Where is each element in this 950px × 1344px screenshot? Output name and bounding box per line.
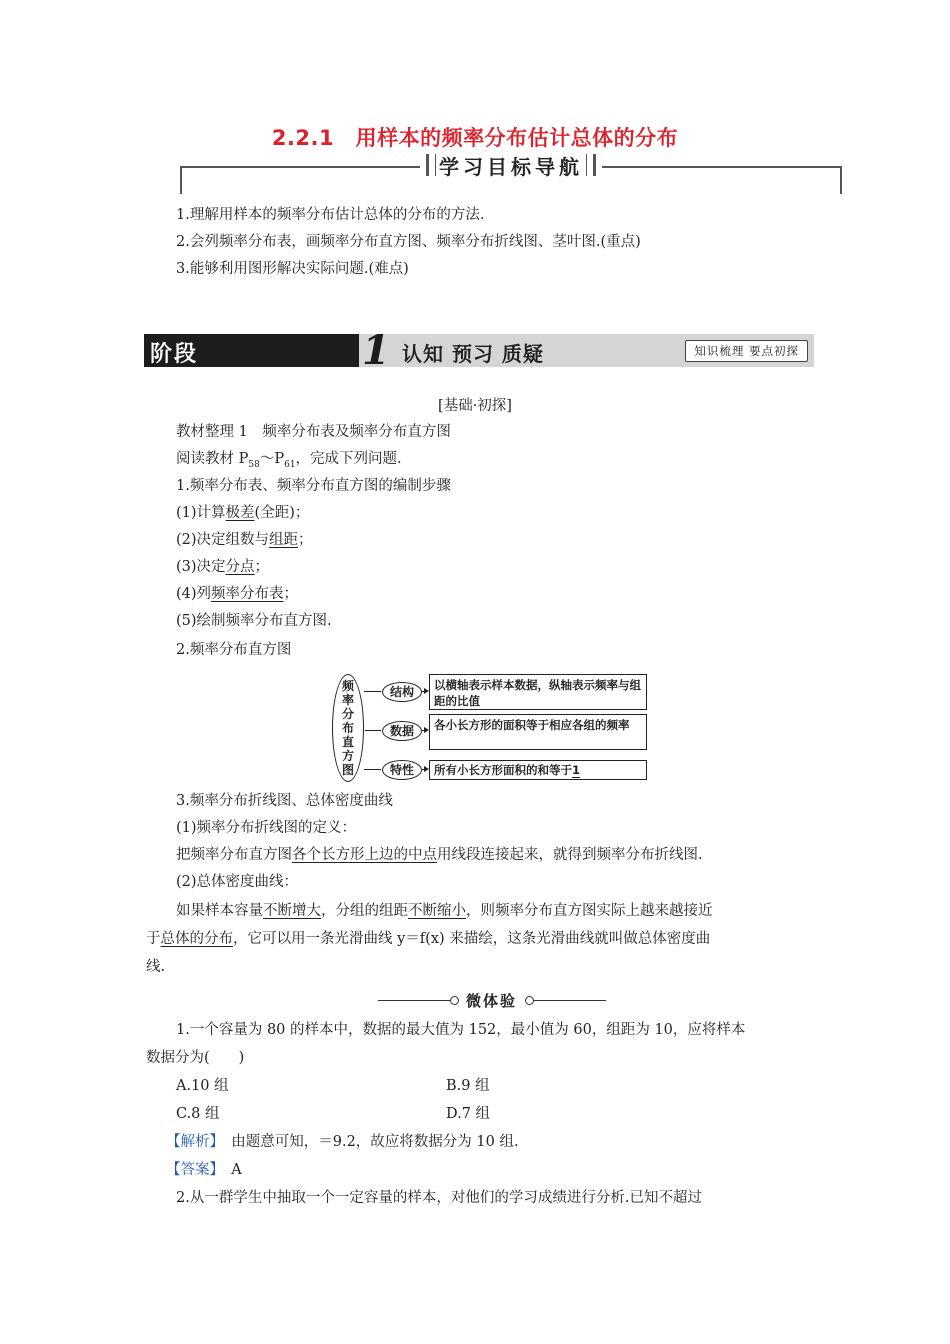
step-2: (2)决定组数与组距； — [176, 532, 313, 548]
polyline-def-heading: (1)频率分布折线图的定义： — [176, 820, 357, 836]
curve-line-1: 如果样本容量不断增大，分组的组距不断缩小，则频率分布直方图实际上越来越接近 — [176, 903, 713, 919]
stage-title: 认知 预习 质疑 — [402, 342, 544, 366]
diagram-data-text: 各小长方形的面积等于相应各组的频率 — [429, 714, 647, 750]
stage-tag: 知识梳理 要点初探 — [685, 340, 808, 362]
q1-option-c: C.8 组 — [176, 1106, 220, 1122]
diagram-property-text: 所有小长方形面积的和等于1 — [429, 760, 647, 780]
section-label: [基础·初探] — [438, 398, 512, 414]
analysis-label: 【解析】 — [166, 1134, 217, 1150]
stage-banner — [144, 327, 814, 374]
q1-option-b: B.9 组 — [446, 1078, 490, 1094]
read-instruction: 阅读教材 $P_{58}\sim P_{61}$，完成下列问题. — [176, 451, 402, 470]
curve-heading: (2)总体密度曲线： — [176, 874, 299, 890]
q1-answer: 【答案】 A — [166, 1162, 242, 1178]
diagram-tag-property: 特性 — [382, 760, 422, 780]
diagram-center: 频 率 分 布 直 方 图 — [332, 674, 364, 782]
q1-line-1: 1.一个容量为 80 的样本中，数据的最大值为 152，最小值为 60，组距为 10，应将样本 — [176, 1022, 746, 1038]
diagram-tag-structure: 结构 — [382, 682, 422, 702]
steps-heading: 1.频率分布表、频率分布直方图的编制步骤 — [176, 478, 451, 494]
q2-line-1: 2.从一群学生中抽取一个一定容量的样本，对他们的学习成绩进行分析.已知不超过 — [176, 1190, 702, 1206]
page-title: 2.2.1 用样本的频率分布估计总体的分布 — [271, 126, 679, 150]
curve-line-3: 线. — [146, 959, 166, 975]
micro-experience-divider — [378, 990, 606, 1012]
learning-goals-nav — [180, 150, 842, 195]
histogram-concept-diagram — [330, 672, 652, 784]
q1-line-2: 数据分为( ) — [146, 1050, 245, 1066]
nav-title: 学习目标导航 — [439, 154, 583, 179]
stage-label: 阶段 — [150, 342, 199, 367]
q1-option-a: A.10 组 — [176, 1078, 229, 1094]
q1-analysis: 【解析】 由题意可知，＝9.2，故应将数据分为 10 组. — [166, 1134, 519, 1150]
curve-line-2: 于总体的分布，它可以用一条光滑曲线 y＝f(x) 来描绘，这条光滑曲线就叫做总体密度曲 — [146, 931, 711, 947]
stage-number: 1 — [362, 327, 390, 374]
material-heading: 教材整理 1 频率分布表及频率分布直方图 — [176, 424, 451, 440]
micro-title: 微体验 — [466, 992, 518, 1010]
polyline-heading: 3.频率分布折线图、总体密度曲线 — [176, 793, 393, 809]
step-1: (1)计算极差(全距)； — [176, 505, 310, 521]
polyline-def: 把频率分布直方图各个长方形上边的中点用线段连接起来，就得到频率分布折线图. — [176, 847, 703, 863]
step-3: (3)决定分点； — [176, 559, 270, 575]
answer-label: 【答案】 — [166, 1162, 217, 1178]
step-4: (4)列频率分布表； — [176, 586, 299, 602]
step-5: (5)绘制频率分布直方图. — [176, 613, 332, 629]
goal-item-1: 1.理解用样本的频率分布估计总体的分布的方法. — [176, 207, 485, 223]
q1-option-d: D.7 组 — [446, 1106, 491, 1122]
diagram-tag-data: 数据 — [382, 721, 422, 741]
goal-item-2: 2.会列频率分布表，画频率分布直方图、频率分布折线图、茎叶图.(重点) — [176, 234, 641, 250]
hist-heading: 2.频率分布直方图 — [176, 642, 292, 658]
diagram-structure-text: 以横轴表示样本数据，纵轴表示频率与组距的比值 — [429, 674, 647, 710]
goal-item-3: 3.能够利用图形解决实际问题.(难点) — [176, 261, 409, 277]
